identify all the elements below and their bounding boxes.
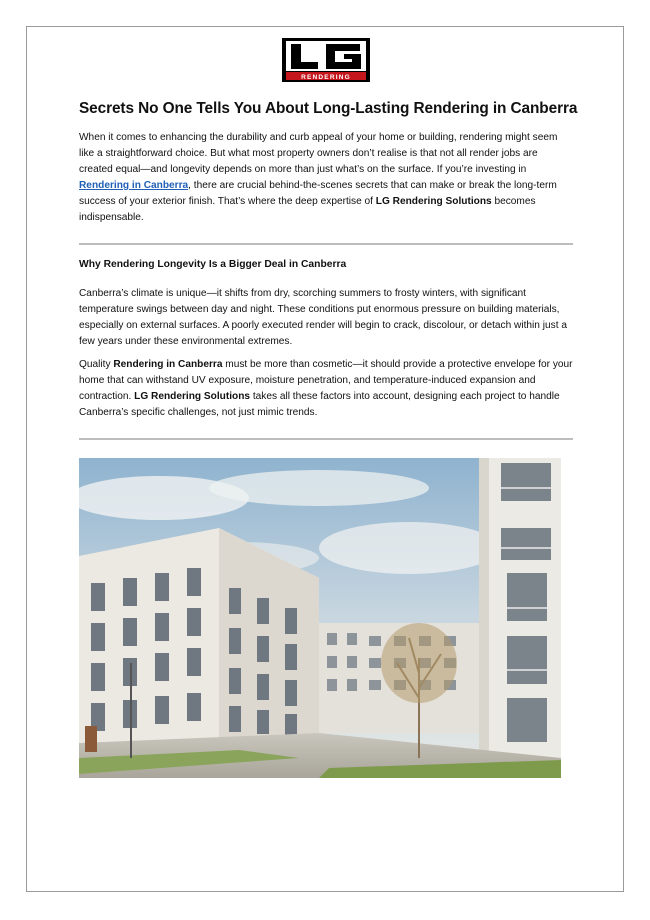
article-title: Secrets No One Tells You About Long-Lasting Rendering in Canberra — [79, 100, 578, 117]
building-photo — [79, 458, 561, 778]
intro-company-name: LG Rendering Solutions — [375, 196, 492, 207]
article-body — [79, 100, 578, 440]
quality-bold-2: LG Rendering Solutions — [134, 391, 251, 402]
section-divider-top — [79, 243, 573, 245]
intro-text-1: When it comes to enhancing the durability and curb appeal of your home or building, rendering might seem like a straightforward choice. But what most property owners don’t realise is that not all render jobs are created equal—and longevity depends on more than just what’s on the surface. If you’re investing in — [79, 132, 558, 175]
section-heading: Why Rendering Longevity Is a Bigger Deal in Canberra — [79, 259, 347, 270]
rendering-in-canberra-link[interactable]: Rendering in Canberra — [79, 180, 189, 191]
climate-paragraph: Canberra’s climate is unique—it shifts from dry, scorching summers to frosty winters, with significant temperature swings between day and night. These conditions put enormous pressure on building materials, especially on external surfaces. A poorly executed render will begin to crack, discolour, or detach within just a few years under these environmental extremes. — [79, 288, 567, 347]
section-divider-bottom — [79, 438, 573, 440]
quality-text-1: Quality — [79, 359, 114, 370]
quality-bold-1: Rendering in Canberra — [113, 359, 223, 370]
intro-text-2: , there are crucial behind-the-scenes secrets that can make or break the long-term success of your exterior finish. That’s where the deep expertise of — [79, 180, 557, 207]
intro-paragraph — [79, 130, 573, 226]
logo-subtext: RENDERING — [301, 74, 351, 81]
intro-text-3: becomes indispensable. — [79, 196, 536, 223]
lg-rendering-logo — [282, 38, 370, 82]
quality-paragraph — [79, 357, 573, 421]
quality-text-2: must be more than cosmetic—it should provide a protective envelope for your home that can withstand UV exposure, moisture penetration, and temperature-induced expansion and contraction. — [79, 359, 573, 402]
quality-text-3: takes all these factors into account, designing each project to handle Canberra’s specific challenges, not just mimic trends. — [79, 391, 560, 418]
